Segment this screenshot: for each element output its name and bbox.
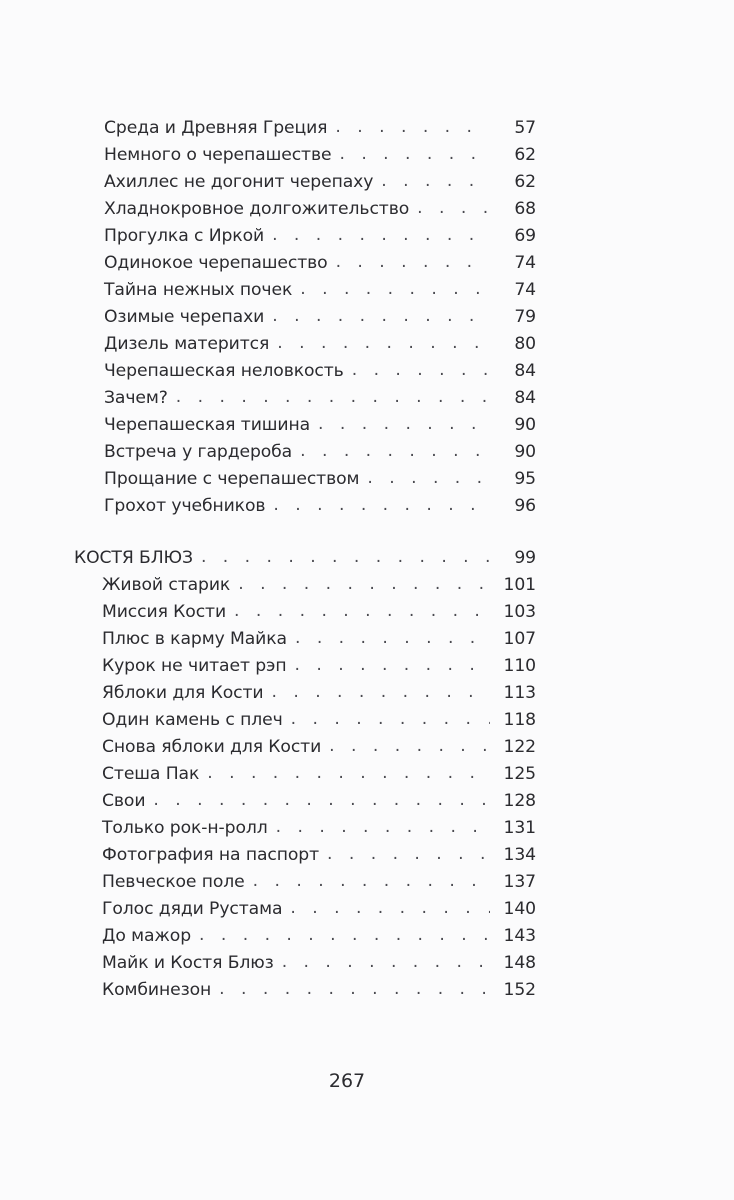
- toc-entry-title: Ахиллес не догонит черепаху: [104, 172, 374, 192]
- toc-entry-title: Прогулка с Иркой: [104, 226, 265, 246]
- toc-entry-title: Один камень с плеч: [102, 710, 283, 730]
- dot-leader: [367, 465, 490, 492]
- toc-entry-page: 95: [514, 469, 536, 489]
- toc-entry-page: 74: [514, 280, 536, 300]
- dot-leader: [238, 571, 490, 598]
- toc-entry-title: Свои: [102, 791, 146, 811]
- dot-leader: [201, 544, 490, 571]
- dot-leader: [176, 384, 490, 411]
- toc-entry: [104, 115, 536, 142]
- dot-leader: [381, 168, 490, 195]
- toc-entry-title: До мажор: [102, 926, 192, 946]
- toc-entry-page: 84: [514, 361, 536, 381]
- toc-entry-page: 148: [503, 953, 536, 973]
- toc-entry: [102, 869, 536, 896]
- toc-entry-title: Одинокое черепашество: [104, 253, 328, 273]
- toc-entry: [102, 788, 536, 815]
- toc-entry-page: 103: [503, 602, 536, 622]
- toc-entry: [104, 493, 536, 520]
- toc-entry-title: Певческое поле: [102, 872, 245, 892]
- toc-entry-title: Немного о черепашестве: [104, 145, 332, 165]
- toc-entry-page: 69: [514, 226, 536, 246]
- toc-entry-page: 90: [514, 442, 536, 462]
- toc-entry: [104, 196, 536, 223]
- toc-entry: [102, 680, 536, 707]
- toc-entry: [102, 923, 536, 950]
- dot-leader: [339, 141, 490, 168]
- toc-entry: [102, 842, 536, 869]
- dot-leader: [234, 598, 490, 625]
- dot-leader: [153, 787, 490, 814]
- toc-entry: [102, 761, 536, 788]
- toc-entry: [104, 358, 536, 385]
- dot-leader: [276, 814, 490, 841]
- toc-entry-title: Зачем?: [104, 388, 168, 408]
- toc-entry: [104, 250, 536, 277]
- toc-entry-title: Черепашеская тишина: [104, 415, 311, 435]
- dot-leader: [352, 357, 490, 384]
- section-page: 99: [514, 548, 536, 568]
- toc-entry-page: 137: [503, 872, 536, 892]
- toc-entry-page: 122: [503, 737, 536, 757]
- dot-leader: [336, 249, 490, 276]
- toc-entry-title: Курок не читает рэп: [102, 656, 287, 676]
- dot-leader: [282, 949, 490, 976]
- toc-entry-page: 128: [503, 791, 536, 811]
- toc-entry-page: 107: [503, 629, 536, 649]
- toc-entry-title: Тайна нежных почек: [104, 280, 293, 300]
- toc-entry-title: Стеша Пак: [102, 764, 200, 784]
- dot-leader: [291, 706, 490, 733]
- toc-entry-title: Плюс в карму Майка: [102, 629, 287, 649]
- dot-leader: [318, 411, 490, 438]
- toc-entry-page: 80: [514, 334, 536, 354]
- section-title: КОСТЯ БЛЮЗ: [74, 548, 193, 568]
- dot-leader: [300, 276, 490, 303]
- toc-entry-title: Фотография на паспорт: [102, 845, 320, 865]
- toc-entry-page: 134: [503, 845, 536, 865]
- dot-leader: [417, 195, 490, 222]
- toc-entry: [102, 572, 536, 599]
- toc-entry: [104, 412, 536, 439]
- dot-leader: [295, 625, 490, 652]
- toc-entry-page: 96: [514, 496, 536, 516]
- toc-entry: [104, 169, 536, 196]
- dot-leader: [273, 492, 490, 519]
- toc-entry-title: Среда и Древняя Греция: [104, 118, 328, 138]
- toc-entry-page: 68: [514, 199, 536, 219]
- toc-entry: [102, 653, 536, 680]
- dot-leader: [271, 679, 490, 706]
- toc-entry-title: Миссия Кости: [102, 602, 227, 622]
- toc-entry: [104, 142, 536, 169]
- toc-entry: [102, 977, 536, 1004]
- toc-entry-page: 118: [503, 710, 536, 730]
- toc-entry: [104, 277, 536, 304]
- toc-entry-page: 152: [503, 980, 536, 1000]
- toc-entry: [104, 304, 536, 331]
- dot-leader: [335, 114, 490, 141]
- dot-leader: [219, 976, 490, 1003]
- toc-entry-title: Встреча у гардероба: [104, 442, 293, 462]
- toc-entry-page: 125: [503, 764, 536, 784]
- toc-entry-title: Снова яблоки для Кости: [102, 737, 322, 757]
- toc-entry-page: 101: [503, 575, 536, 595]
- dot-leader: [207, 760, 490, 787]
- toc-entry-page: 131: [503, 818, 536, 838]
- toc-entry: [102, 707, 536, 734]
- toc-entry-title: Прощание с черепашеством: [104, 469, 360, 489]
- toc-entry: [102, 950, 536, 977]
- dot-leader: [327, 841, 490, 868]
- toc-entry-title: Майк и Костя Блюз: [102, 953, 274, 973]
- toc-entry-page: 113: [503, 683, 536, 703]
- dot-leader: [277, 330, 490, 357]
- toc-entry-title: Живой старик: [102, 575, 231, 595]
- toc-entry: [104, 223, 536, 250]
- toc-entry: [104, 385, 536, 412]
- toc-entry-page: 79: [514, 307, 536, 327]
- dot-leader: [272, 222, 490, 249]
- toc-entry-title: Грохот учебников: [104, 496, 266, 516]
- toc-entry-title: Дизель матерится: [104, 334, 270, 354]
- toc-entry-page: 90: [514, 415, 536, 435]
- toc-entry-page: 140: [503, 899, 536, 919]
- toc-entry: [104, 331, 536, 358]
- dot-leader: [329, 733, 490, 760]
- toc-entry: [102, 815, 536, 842]
- toc-entry-title: Голос дяди Рустама: [102, 899, 283, 919]
- dot-leader: [272, 303, 490, 330]
- toc-entry-title: Озимые черепахи: [104, 307, 265, 327]
- dot-leader: [295, 652, 490, 679]
- toc-entry-page: 84: [514, 388, 536, 408]
- dot-leader: [290, 895, 490, 922]
- dot-leader: [300, 438, 490, 465]
- toc-entry-title: Черепашеская неловкость: [104, 361, 344, 381]
- toc-entry: [104, 466, 536, 493]
- toc-entry-title: Только рок-н-ролл: [102, 818, 268, 838]
- toc-section: [74, 545, 536, 572]
- toc-entry-title: Яблоки для Кости: [102, 683, 264, 703]
- toc-entry: [104, 439, 536, 466]
- page-number: 267: [328, 1070, 366, 1092]
- dot-leader: [253, 868, 490, 895]
- toc-entry: [102, 626, 536, 653]
- toc-entry: [102, 896, 536, 923]
- toc-entry: [102, 599, 536, 626]
- toc-entry-page: 62: [514, 145, 536, 165]
- toc-entry-page: 110: [503, 656, 536, 676]
- toc-entry-page: 143: [503, 926, 536, 946]
- toc-entry-page: 57: [514, 118, 536, 138]
- dot-leader: [199, 922, 490, 949]
- toc-entry-title: Хладнокровное долгожительство: [104, 199, 410, 219]
- toc-entry: [102, 734, 536, 761]
- toc-entry-title: Комбинезон: [102, 980, 212, 1000]
- toc-entry-page: 74: [514, 253, 536, 273]
- toc-entry-page: 62: [514, 172, 536, 192]
